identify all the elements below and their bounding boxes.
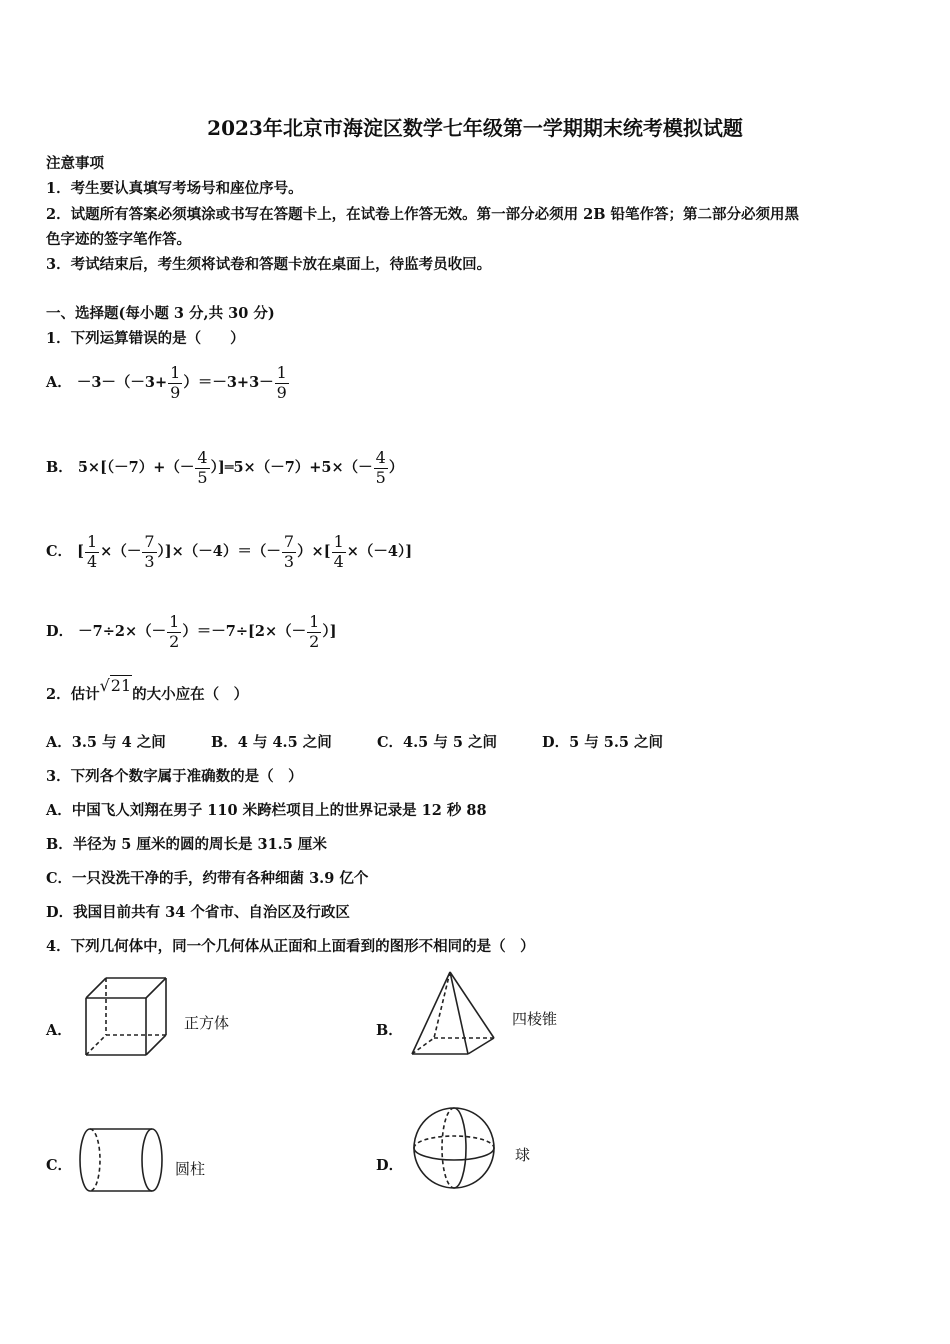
fraction [307,613,321,651]
denominator: 2 [309,631,320,651]
q1-option-a [46,358,290,408]
fraction [142,533,156,571]
section-heading: 一、选择题(每小题 3 分,共 30 分) [46,305,275,322]
expr-part: ）] [322,623,337,640]
denominator: 3 [144,551,155,571]
q3-stem: 3．下列各个数字属于准确数的是（ ） [46,768,303,785]
expr-part: ）＝－3+3－ [183,374,274,391]
q3-option-d: D．我国目前共有 34 个省市、自治区及行政区 [46,904,350,921]
numerator: 1 [333,532,344,552]
numerator: 7 [144,532,155,552]
q4-option-a-name: 正方体 [184,1014,230,1032]
denominator: 9 [170,382,181,402]
expr-part: 5×[（－7）+（－ [77,459,195,476]
q3-option-c: C．一只没洗干净的手，约带有各种细菌 3.9 亿个 [46,870,369,887]
denominator: 9 [276,382,287,402]
expr-part: ） [388,459,404,476]
q4-option-c-name: 圆柱 [175,1160,206,1178]
option-label: D． [46,623,74,640]
q2-option-b: B．4 与 4.5 之间 [211,734,332,751]
q4-option-b-label: B． [376,1022,403,1039]
fraction [195,449,209,487]
numerator: 1 [170,363,181,383]
numerator: 7 [283,532,295,552]
cylinder-icon [76,1125,168,1195]
q3-option-b: B．半径为 5 厘米的圆的周长是 31.5 厘米 [46,836,327,853]
radicand: 21 [110,676,132,695]
numerator: 1 [276,363,287,383]
stem-part: 的大小应在（ ） [132,686,249,703]
option-label: C． [46,543,73,560]
numerator: 1 [309,612,320,632]
fraction [167,613,181,651]
pyramid-icon [406,968,498,1058]
denominator: 3 [283,551,295,571]
fraction [332,533,346,571]
expr-part: ）＝－7÷[2×（－ [182,623,307,640]
q4-option-d-name: 球 [515,1146,531,1164]
expr-part: ）×[ [297,543,331,560]
expr-part: [ [77,543,84,560]
fraction [374,449,388,487]
sphere-icon [410,1104,498,1192]
q2-option-c: C．4.5 与 5 之间 [377,734,497,751]
q4-stem: 4．下列几何体中，同一个几何体从正面和上面看到的图形不相同的是（ ） [46,938,535,955]
expr-part: －3－（－3+ [76,374,168,391]
expr-part: ）]═5×（－7）+5×（－ [210,459,373,476]
q2-option-a: A．3.5 与 4 之间 [46,734,166,751]
denominator: 4 [333,551,344,571]
q3-option-a: A．中国飞人刘翔在男子 110 米跨栏项目上的世界记录是 12 秒 88 [46,802,487,819]
q2-stem [46,676,249,704]
notice-heading: 注意事项 [46,155,104,172]
notice-item-2: 2．试题所有答案必须填涂或书写在答题卡上，在试卷上作答无效。第一部分必须用 2B 铅笔作答；第二部分必须用黑 [46,206,800,223]
fraction [282,533,296,571]
notice-item-1: 1．考生要认真填写考场号和座位序号。 [46,180,303,197]
fraction [85,533,99,571]
numerator: 4 [375,448,386,468]
q4-option-b-name: 四棱锥 [512,1010,558,1028]
q4-option-c-label: C． [46,1157,73,1174]
q4-option-d-label: D． [376,1157,404,1174]
denominator: 5 [197,467,208,487]
option-label: A． [46,374,72,391]
q1-option-c [46,527,412,577]
notice-item-3: 3．考试结束后，考生须将试卷和答题卡放在桌面上，待监考员收回。 [46,256,492,273]
q1-option-d [46,607,336,657]
denominator: 4 [86,551,98,571]
square-root: √21 [99,676,132,695]
denominator: 5 [375,467,386,487]
fraction [275,364,289,402]
page-title: 2023年北京市海淀区数学七年级第一学期期末统考模拟试题 [207,116,743,140]
notice-item-2-cont: 色字迹的签字笔作答。 [46,231,191,248]
q1-option-b [46,443,403,493]
stem-part: 2．估计 [46,686,100,703]
expr-part: －7÷2×（－ [78,623,167,640]
q2-option-d: D．5 与 5.5 之间 [542,734,664,751]
numerator: 1 [86,532,98,552]
numerator: 1 [169,612,180,632]
expr-part: ×（－4）] [346,543,413,560]
fraction [168,364,182,402]
numerator: 4 [197,448,208,468]
expr-part: ×（－ [100,543,142,560]
option-label: B． [46,459,73,476]
cube-icon [78,973,173,1061]
expr-part: ）]×（－4）＝（－ [157,543,281,560]
q1-stem: 1．下列运算错误的是（ ） [46,330,245,347]
denominator: 2 [169,631,180,651]
q4-option-a-label: A． [46,1022,72,1039]
